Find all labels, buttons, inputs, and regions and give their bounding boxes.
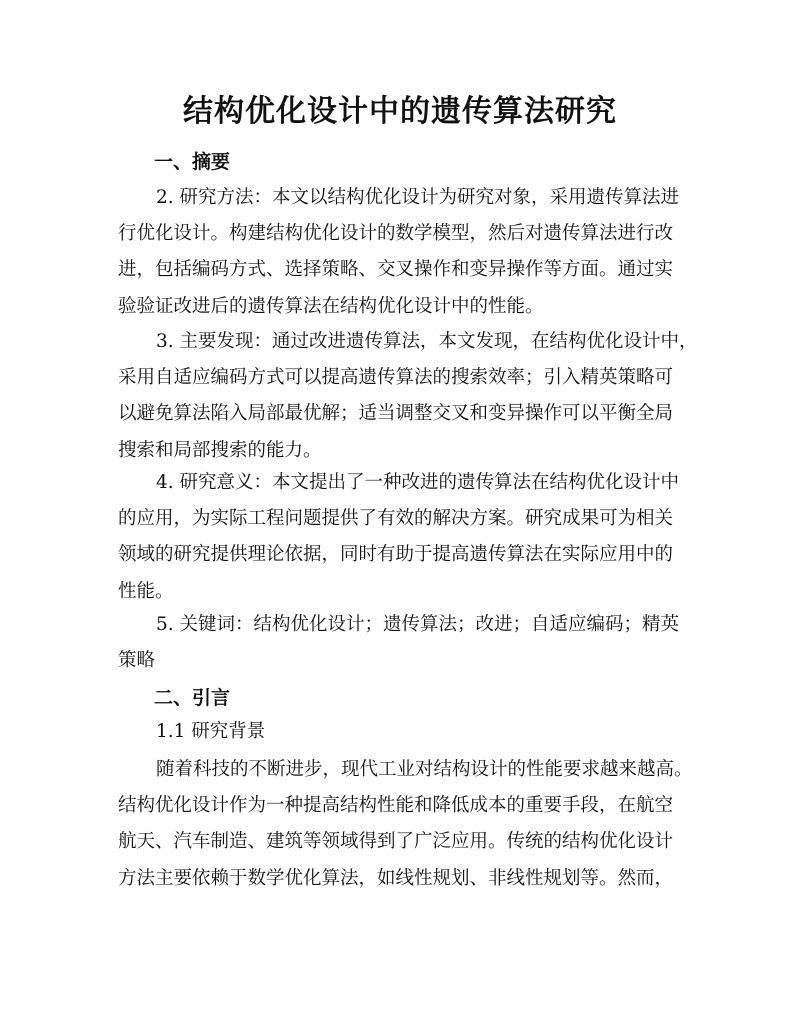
paragraph-line: 采用自适应编码方式可以提高遗传算法的搜索效率；引入精英策略可 bbox=[118, 367, 674, 389]
paragraph-line: 4. 研究意义：本文提出了一种改进的遗传算法在结构优化设计中 bbox=[156, 472, 680, 493]
intro-heading: 二、引言 bbox=[154, 687, 231, 709]
paragraph-line: 3. 主要发现：通过改进遗传算法，本文发现，在结构优化设计中， bbox=[156, 331, 698, 352]
abstract-item-findings bbox=[118, 324, 698, 469]
intro-background-paragraph bbox=[118, 752, 693, 897]
paragraph-line: 策略 bbox=[118, 650, 156, 672]
paragraph-line: 以避免算法陷入局部最优解；适当调整交叉和变异操作可以平衡全局 bbox=[118, 403, 674, 425]
paragraph-line: 航天、汽车制造、建筑等领域得到了广泛应用。传统的结构优化设计 bbox=[118, 831, 674, 853]
paragraph-line: 随着科技的不断进步，现代工业对结构设计的性能要求越来越高。 bbox=[156, 759, 693, 780]
paragraph-line: 行优化设计。构建结构优化设计的数学模型，然后对遗传算法进行改 bbox=[118, 223, 674, 245]
abstract-item-keywords bbox=[118, 607, 684, 679]
intro-subheading: 1.1 研究背景 bbox=[156, 721, 266, 742]
abstract-heading: 一、摘要 bbox=[154, 151, 231, 173]
paragraph-line: 5. 关键词：结构优化设计；遗传算法；改进；自适应编码；精英 bbox=[156, 614, 680, 635]
paragraph-line: 领域的研究提供理论依据，同时有助于提高遗传算法在实际应用中的 bbox=[118, 544, 674, 566]
paragraph-line: 的应用，为实际工程问题提供了有效的解决方案。研究成果可为相关 bbox=[118, 508, 674, 530]
paragraph-line: 验验证改进后的遗传算法在结构优化设计中的性能。 bbox=[118, 295, 544, 317]
paragraph-line: 性能。 bbox=[118, 580, 174, 602]
abstract-item-methods bbox=[118, 180, 684, 325]
paragraph-line: 搜索和局部搜索的能力。 bbox=[118, 439, 322, 461]
paragraph-line: 结构优化设计作为一种提高结构性能和降低成本的重要手段，在航空 bbox=[118, 795, 674, 817]
paragraph-line: 进，包括编码方式、选择策略、交叉操作和变异操作等方面。通过实 bbox=[118, 259, 674, 281]
abstract-item-significance bbox=[118, 465, 684, 610]
page-title: 结构优化设计中的遗传算法研究 bbox=[183, 94, 617, 129]
paragraph-line: 方法主要依赖于数学优化算法，如线性规划、非线性规划等。然而， bbox=[118, 867, 674, 889]
paragraph-line: 2. 研究方法：本文以结构优化设计为研究对象，采用遗传算法进 bbox=[156, 187, 680, 208]
